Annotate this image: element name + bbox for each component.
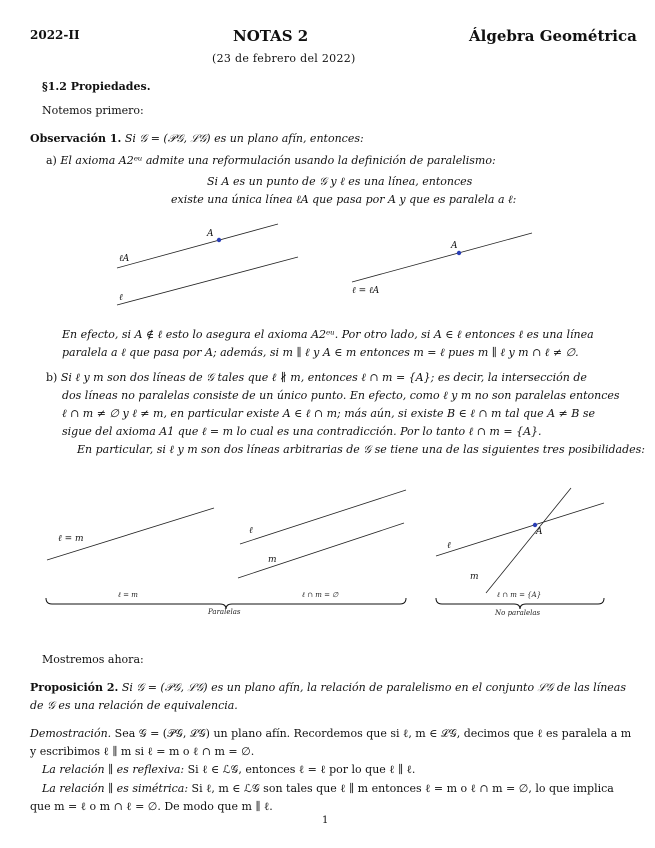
- observation-label: Observación 1.: [30, 132, 122, 145]
- caption-point-intersection: ℓ ∩ m = {A}: [497, 591, 542, 599]
- proposition: [30, 680, 626, 696]
- label-line-eq: ℓ = ℓA: [352, 286, 380, 296]
- label-l-eq-m: ℓ = m: [58, 534, 84, 544]
- brace-non-parallel: [436, 598, 604, 609]
- proposition-line-2: de 𝒢 es una relación de equivalencia.: [30, 699, 238, 712]
- item-a-para-2: paralela a ℓ que pasa por A; además, si m ∥ ℓ y A ∈ m entonces m = ℓ pues m ∥ ℓ y m ∩ ℓ ≠ ∅.: [62, 346, 579, 359]
- line-l-p3: [436, 503, 604, 556]
- item-b-line-2: dos líneas no paralelas consiste de un único punto. En efecto, como ℓ y m no son paralelas entonces: [62, 389, 620, 402]
- item-b-line-3: ℓ ∩ m ≠ ∅ y ℓ ≠ m, en particular existe A ∈ ℓ ∩ m; más aún, si existe B ∈ ℓ ∩ m tal que A ≠ B se: [62, 407, 595, 420]
- notes-title: NOTAS 2: [233, 27, 309, 45]
- proof-label: Demostración.: [30, 727, 112, 740]
- proof-symmetric: [42, 781, 614, 797]
- reflexive-text: Si ℓ ∈ ℒ𝒢, entonces ℓ = ℓ por lo que ℓ ∥ ℓ.: [187, 763, 416, 776]
- label-line-l: ℓ: [119, 293, 123, 303]
- label-m-p2: m: [268, 555, 277, 565]
- proof-symmetric-2: que m = ℓ o m ∩ ℓ = ∅. De modo que m ∥ ℓ.: [30, 800, 273, 813]
- page-number: 1: [322, 815, 329, 826]
- item-a-centered-1: Si A es un punto de 𝒢 y ℓ es una línea, entonces: [207, 175, 473, 188]
- proposition-label: Proposición 2.: [30, 681, 119, 694]
- item-b-line-4: sigue del axioma A1 que ℓ = m lo cual es una contradicción. Por lo tanto ℓ ∩ m = {A}.: [62, 425, 542, 438]
- proof-line-1: Sea 𝒢 = (𝒫𝒢, ℒ𝒢) un plano afín. Recordemos que si ℓ, m ∈ ℒ𝒢, decimos que ℓ es paralela a m: [114, 727, 632, 740]
- proposition-line-1: Si 𝒢 = (𝒫𝒢, ℒ𝒢) es un plano afín, la relación de paralelismo en el conjunto ℒ𝒢 de las líneas: [121, 681, 626, 694]
- proof-reflexive: [42, 762, 415, 778]
- reflexive-label: La relación ∥ es reflexiva:: [42, 763, 185, 776]
- caption-empty-intersection: ℓ ∩ m = ∅: [302, 591, 339, 599]
- label-l-p2: ℓ: [249, 526, 253, 536]
- item-b-line-5: En particular, si ℓ y m son dos líneas arbitrarias de 𝒢 se tiene una de las siguientes tres posibilidades:: [77, 443, 646, 456]
- brace-label-parallel: Paralelas: [208, 608, 241, 616]
- item-b-line-1: Si ℓ y m son dos líneas de 𝒢 tales que ℓ ∦ m, entonces ℓ ∩ m = {A}; es decir, la intersección de: [60, 371, 587, 384]
- item-a-para-1: En efecto, si A ∉ ℓ esto lo asegura el axioma A2ᵉᵘ. Por otro lado, si A ∈ ℓ entonces ℓ es una línea: [62, 328, 594, 341]
- label-line-la: ℓA: [119, 254, 130, 264]
- proof-line-2: y escribimos ℓ ∥ m si ℓ = m o ℓ ∩ m = ∅.: [30, 745, 255, 758]
- label-m-p3: m: [470, 572, 479, 582]
- section-intro: Notemos primero:: [42, 104, 144, 117]
- proof-first-line: [30, 726, 631, 742]
- item-b-marker: b): [46, 371, 58, 384]
- item-a-marker: a): [46, 154, 57, 167]
- date-line: (23 de febrero del 2022): [212, 52, 356, 65]
- line-m-p2: [238, 523, 404, 578]
- label-a-p3: A: [536, 527, 543, 537]
- brace-label-non-parallel: No paralelas: [495, 609, 541, 617]
- label-point-a-left: A: [207, 229, 214, 239]
- label-l-p3: ℓ: [447, 541, 451, 551]
- line-m-p3: [486, 488, 571, 593]
- symmetric-text: Si ℓ, m ∈ ℒ𝒢 son tales que ℓ ∥ m entonces ℓ = m o ℓ ∩ m = ∅, lo que implica: [191, 782, 614, 795]
- section-title: §1.2 Propiedades.: [42, 80, 151, 93]
- line-l-p2: [240, 490, 406, 544]
- caption-l-eq-m: ℓ = m: [118, 591, 138, 599]
- item-a-centered-2: existe una única línea ℓA que pasa por A y que es paralela a ℓ:: [171, 193, 517, 206]
- symmetric-label: La relación ∥ es simétrica:: [42, 782, 189, 795]
- after-intro: Mostremos ahora:: [42, 653, 144, 666]
- semester-label: 2022-II: [30, 28, 80, 42]
- course-title: Álgebra Geométrica: [469, 27, 637, 45]
- label-point-a-right: A: [451, 241, 458, 251]
- observation-text: Si 𝒢 = (𝒫𝒢, ℒ𝒢) es un plano afín, entonces:: [124, 132, 364, 145]
- item-a-text: El axioma A2ᵉᵘ admite una reformulación usando la definición de paralelismo:: [60, 154, 496, 167]
